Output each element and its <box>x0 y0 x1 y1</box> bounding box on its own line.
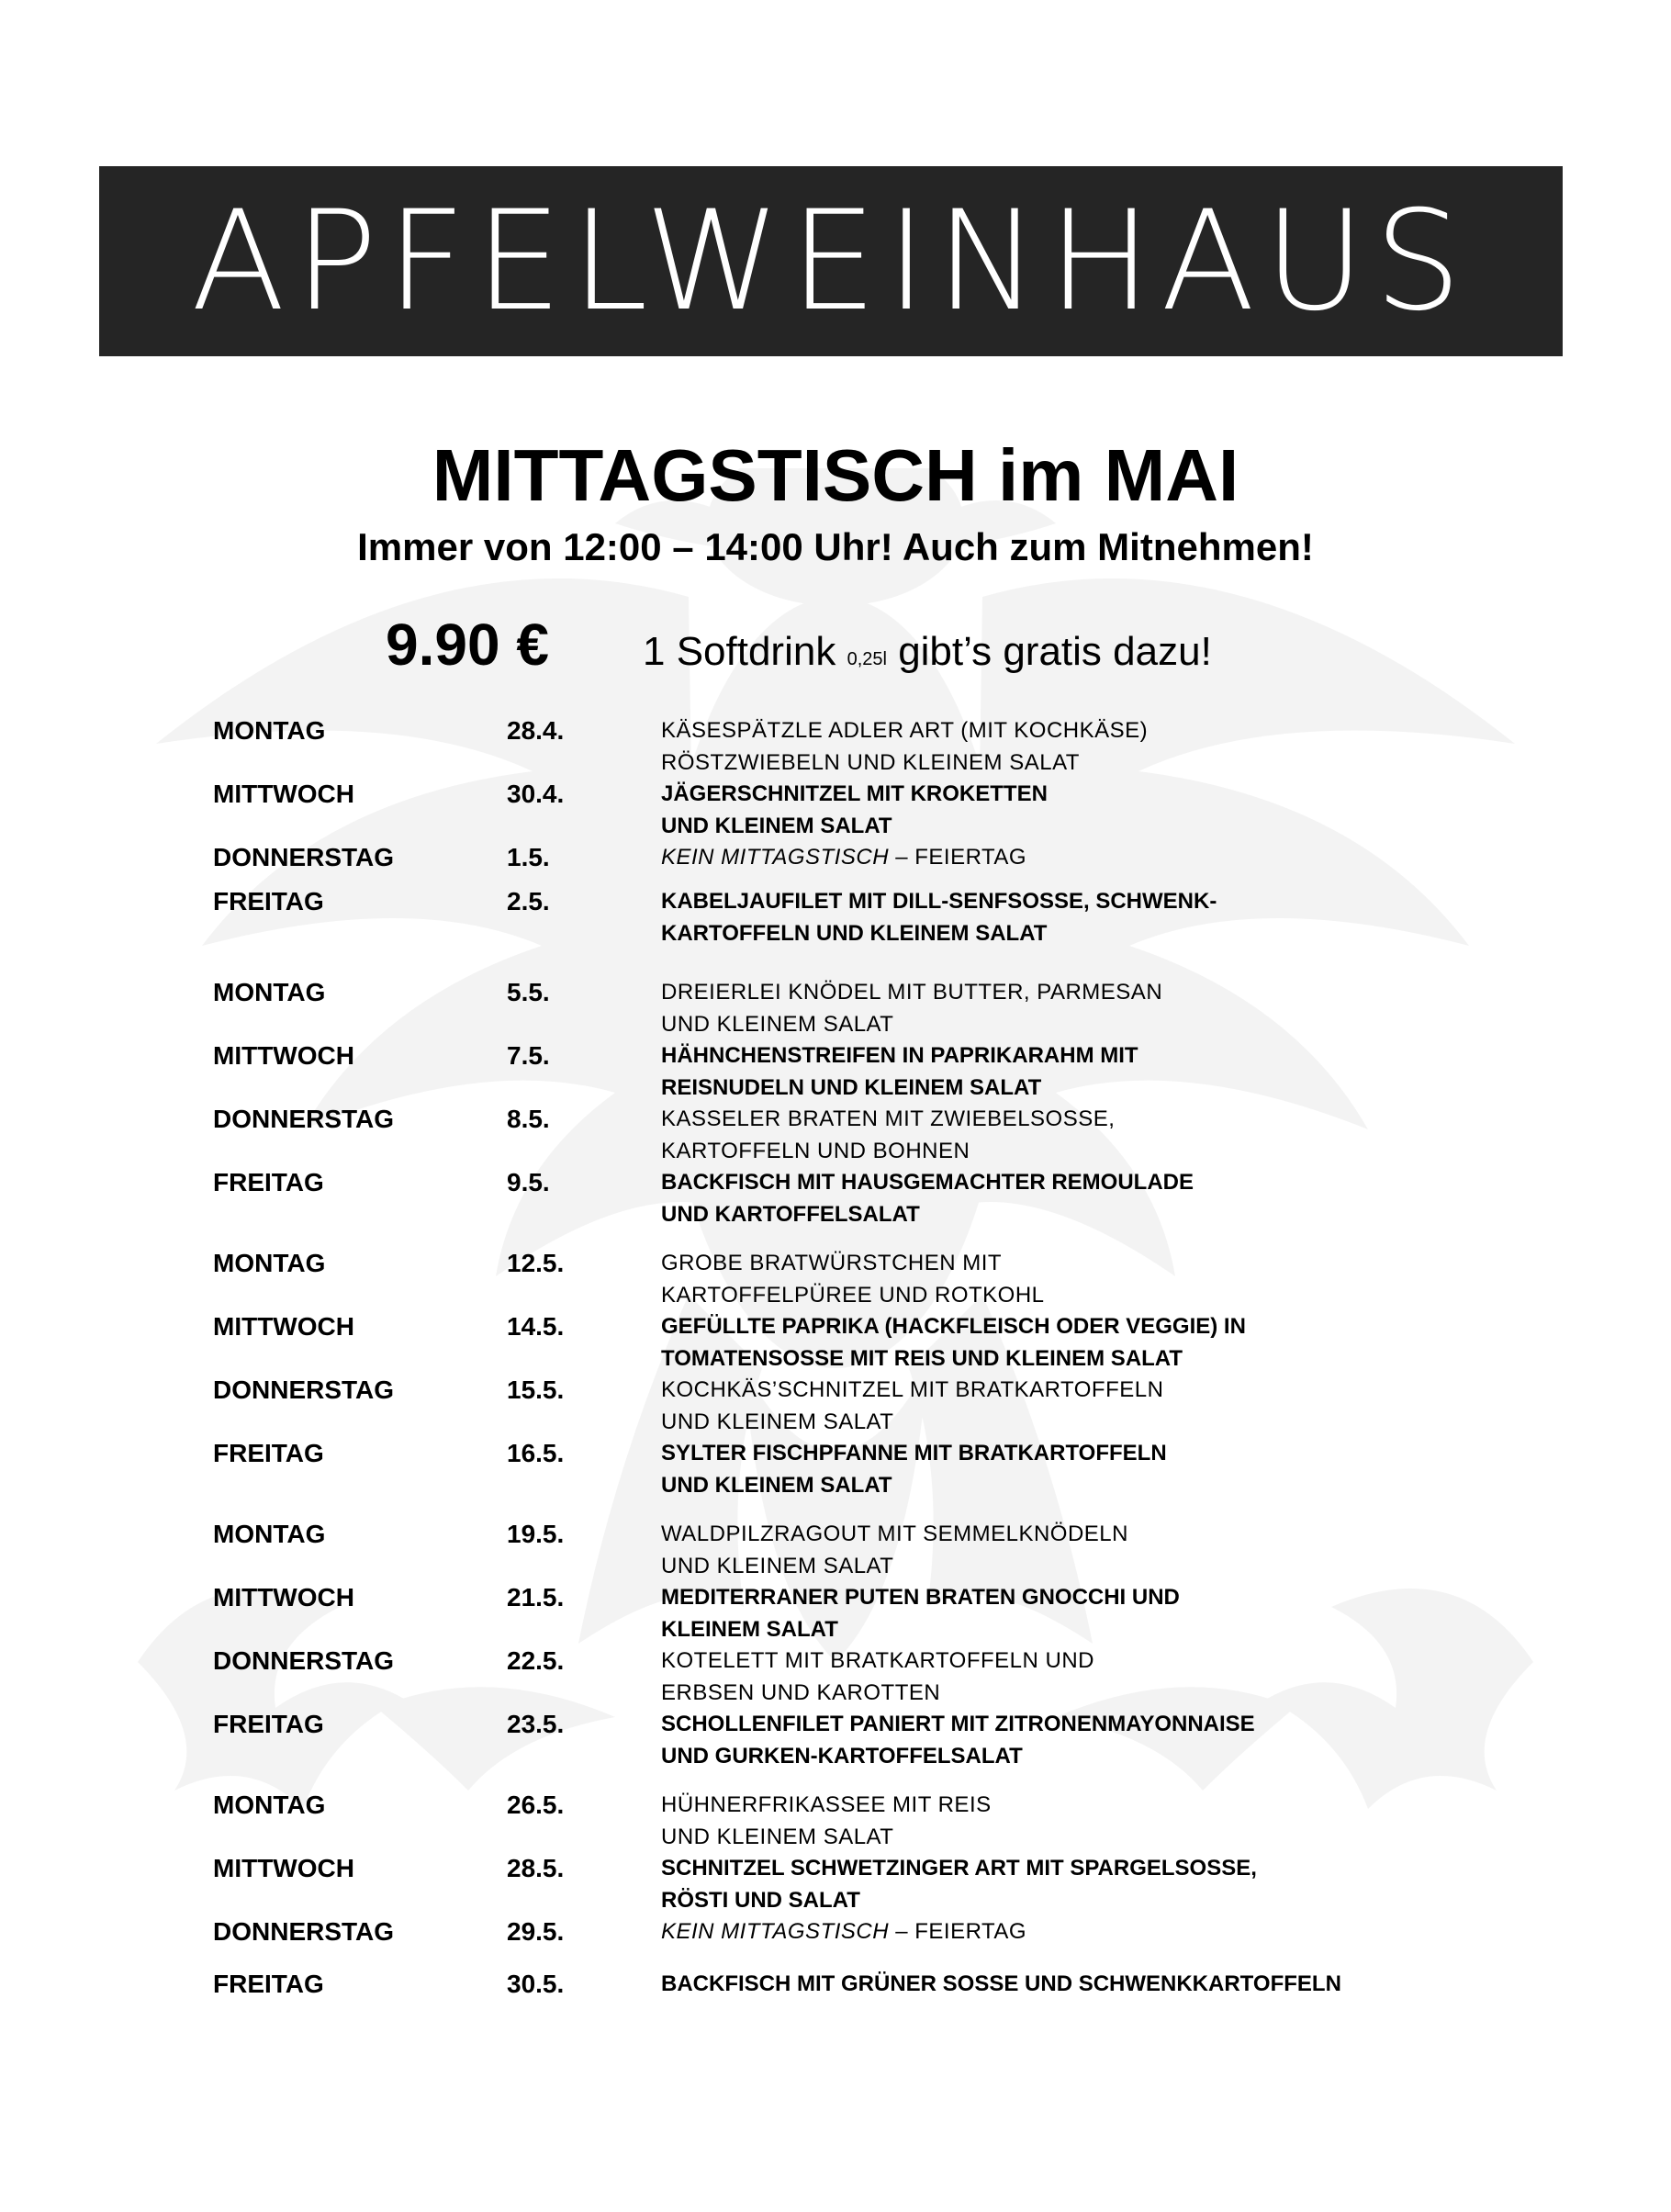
menu-day: MITTWOCH <box>213 1583 354 1611</box>
menu-dish <box>661 841 1469 873</box>
menu-day: FREITAG <box>213 1439 324 1467</box>
menu-dish <box>661 1518 1469 1582</box>
menu-dish <box>661 885 1469 949</box>
menu-dish <box>661 1789 1469 1853</box>
menu-day: DONNERSTAG <box>213 843 395 871</box>
menu-dish <box>661 976 1469 1040</box>
dish-line-1: BACKFISCH MIT HAUSGEMACHTER REMOULADE <box>661 1170 1194 1195</box>
page-title: MITTAGSTISCH im MAI <box>432 434 1239 516</box>
menu-day: MONTAG <box>213 1520 326 1548</box>
menu-date: 30.4. <box>507 780 565 808</box>
menu-date: 30.5. <box>507 1970 565 1998</box>
menu-dish <box>661 1374 1469 1438</box>
menu-dish <box>661 1968 1469 2000</box>
dish-line-2: UND KLEINEM SALAT <box>661 814 892 838</box>
dish-line-2: UND KLEINEM SALAT <box>661 1409 894 1434</box>
menu-date: 29.5. <box>507 1917 565 1946</box>
menu-dish <box>661 778 1469 842</box>
menu-day: DONNERSTAG <box>213 1375 395 1404</box>
price-offer-line <box>386 611 1579 679</box>
menu-dish <box>661 1310 1469 1375</box>
menu-date: 28.4. <box>507 716 565 745</box>
dish-line-2: ERBSEN UND KAROTTEN <box>661 1680 941 1705</box>
menu-date: 16.5. <box>507 1439 565 1467</box>
dish-line-1: WALDPILZRAGOUT MIT SEMMELKNÖDELN <box>661 1521 1128 1546</box>
dish-line-1: GEFÜLLTE PAPRIKA (HACKFLEISCH ODER VEGGIE) IN <box>661 1314 1246 1339</box>
menu-dish <box>661 1915 1469 1948</box>
dish-line-1: BACKFISCH MIT GRÜNER SOSSE UND SCHWENKKARTOFFELN <box>661 1971 1341 1996</box>
dish-line-1: KABELJAUFILET MIT DILL-SENFSOSSE, SCHWENK- <box>661 889 1217 914</box>
menu-date: 15.5. <box>507 1375 565 1404</box>
menu-date: 5.5. <box>507 978 550 1006</box>
dish-line-2: UND KLEINEM SALAT <box>661 1473 892 1498</box>
menu-date: 2.5. <box>507 887 550 915</box>
softdrink-offer <box>643 629 1212 675</box>
opening-hours-subtitle: Immer von 12:00 – 14:00 Uhr! Auch zum Mitnehmen! <box>357 525 1314 568</box>
menu-date: 8.5. <box>507 1105 550 1133</box>
softdrink-offer-suffix: gibt’s gratis dazu! <box>898 629 1212 674</box>
menu-day: FREITAG <box>213 1970 324 1998</box>
menu-day: MONTAG <box>213 716 326 745</box>
dish-line-2: KARTOFFELN UND KLEINEM SALAT <box>661 921 1048 946</box>
dish-closed-note: KEIN MITTAGSTISCH <box>661 845 890 870</box>
menu-date: 21.5. <box>507 1583 565 1611</box>
menu-date: 26.5. <box>507 1791 565 1819</box>
dish-line-1: JÄGERSCHNITZEL MIT KROKETTEN <box>661 781 1048 806</box>
menu-date: 7.5. <box>507 1041 550 1070</box>
dish-line-1: HÄHNCHENSTREIFEN IN PAPRIKARAHM MIT <box>661 1043 1138 1068</box>
dish-line-1: MEDITERRANER PUTEN BRATEN GNOCCHI UND <box>661 1585 1180 1610</box>
menu-dish <box>661 1247 1469 1311</box>
dish-line-2: UND KLEINEM SALAT <box>661 1012 894 1037</box>
dish-holiday-note: – FEIERTAG <box>889 845 1027 870</box>
menu-day: DONNERSTAG <box>213 1646 395 1675</box>
menu-day: MITTWOCH <box>213 1041 354 1070</box>
menu-dish <box>661 1166 1469 1230</box>
menu-day: MONTAG <box>213 1249 326 1277</box>
menu-day: MONTAG <box>213 978 326 1006</box>
dish-line-2: UND GURKEN-KARTOFFELSALAT <box>661 1744 1023 1768</box>
dish-line-2: UND KARTOFFELSALAT <box>661 1202 920 1227</box>
softdrink-offer-text: 1 Softdrink <box>643 629 836 674</box>
dish-line-2: KARTOFFELN UND BOHNEN <box>661 1139 970 1163</box>
dish-line-2: TOMATENSOSSE MIT REIS UND KLEINEM SALAT <box>661 1346 1183 1371</box>
dish-line-1: HÜHNERFRIKASSEE MIT REIS <box>661 1792 992 1817</box>
menu-dish <box>661 714 1469 779</box>
dish-line-1: SYLTER FISCHPFANNE MIT BRATKARTOFFELN <box>661 1441 1167 1465</box>
menu-day: FREITAG <box>213 1710 324 1738</box>
menu-day: MONTAG <box>213 1791 326 1819</box>
dish-line-2: KLEINEM SALAT <box>661 1617 838 1642</box>
dish-line-2: UND KLEINEM SALAT <box>661 1554 894 1578</box>
header-banner <box>99 166 1563 356</box>
menu-date: 12.5. <box>507 1249 565 1277</box>
menu-dish <box>661 1039 1469 1104</box>
menu-date: 28.5. <box>507 1854 565 1882</box>
restaurant-logo-title: APFELWEINHAUS <box>191 181 1471 342</box>
menu-dish <box>661 1645 1469 1709</box>
softdrink-size: 0,25l <box>847 649 887 669</box>
menu-day: FREITAG <box>213 1168 324 1196</box>
dish-line-2: UND KLEINEM SALAT <box>661 1825 894 1849</box>
menu-day: FREITAG <box>213 887 324 915</box>
menu-day: DONNERSTAG <box>213 1917 395 1946</box>
menu-dish <box>661 1103 1469 1167</box>
dish-line-1: DREIERLEI KNÖDEL MIT BUTTER, PARMESAN <box>661 980 1163 1005</box>
price-amount: 9.90 € <box>386 612 549 678</box>
menu-dish <box>661 1852 1469 1916</box>
menu-date: 23.5. <box>507 1710 565 1738</box>
menu-day: MITTWOCH <box>213 780 354 808</box>
dish-line-2: KARTOFFELPÜREE UND ROTKOHL <box>661 1283 1045 1308</box>
menu-date: 19.5. <box>507 1520 565 1548</box>
dish-line-1: KASSELER BRATEN MIT ZWIEBELSOSSE, <box>661 1106 1116 1131</box>
dish-line-1: SCHOLLENFILET PANIERT MIT ZITRONENMAYONNAISE <box>661 1712 1255 1736</box>
menu-date: 22.5. <box>507 1646 565 1675</box>
dish-line-1: KOCHKÄS’SCHNITZEL MIT BRATKARTOFFELN <box>661 1377 1164 1402</box>
dish-line-2: RÖSTI UND SALAT <box>661 1888 860 1913</box>
menu-day: MITTWOCH <box>213 1312 354 1341</box>
dish-line-1: KOTELETT MIT BRATKARTOFFELN UND <box>661 1648 1095 1673</box>
dish-line-1: KÄSESPÄTZLE ADLER ART (MIT KOCHKÄSE) <box>661 718 1149 743</box>
dish-line-2: RÖSTZWIEBELN UND KLEINEM SALAT <box>661 750 1080 775</box>
menu-dish <box>661 1437 1469 1501</box>
menu-date: 14.5. <box>507 1312 565 1341</box>
menu-dish <box>661 1581 1469 1645</box>
dish-line-1: GROBE BRATWÜRSTCHEN MIT <box>661 1251 1003 1275</box>
menu-day: DONNERSTAG <box>213 1105 395 1133</box>
menu-day: MITTWOCH <box>213 1854 354 1882</box>
dish-holiday-note: – FEIERTAG <box>889 1919 1027 1944</box>
menu-date: 9.5. <box>507 1168 550 1196</box>
dish-line-2: REISNUDELN UND KLEINEM SALAT <box>661 1075 1042 1100</box>
menu-dish <box>661 1708 1469 1772</box>
dish-closed-note: KEIN MITTAGSTISCH <box>661 1919 890 1944</box>
menu-date: 1.5. <box>507 843 550 871</box>
dish-line-1: SCHNITZEL SCHWETZINGER ART MIT SPARGELSOSSE, <box>661 1856 1257 1881</box>
